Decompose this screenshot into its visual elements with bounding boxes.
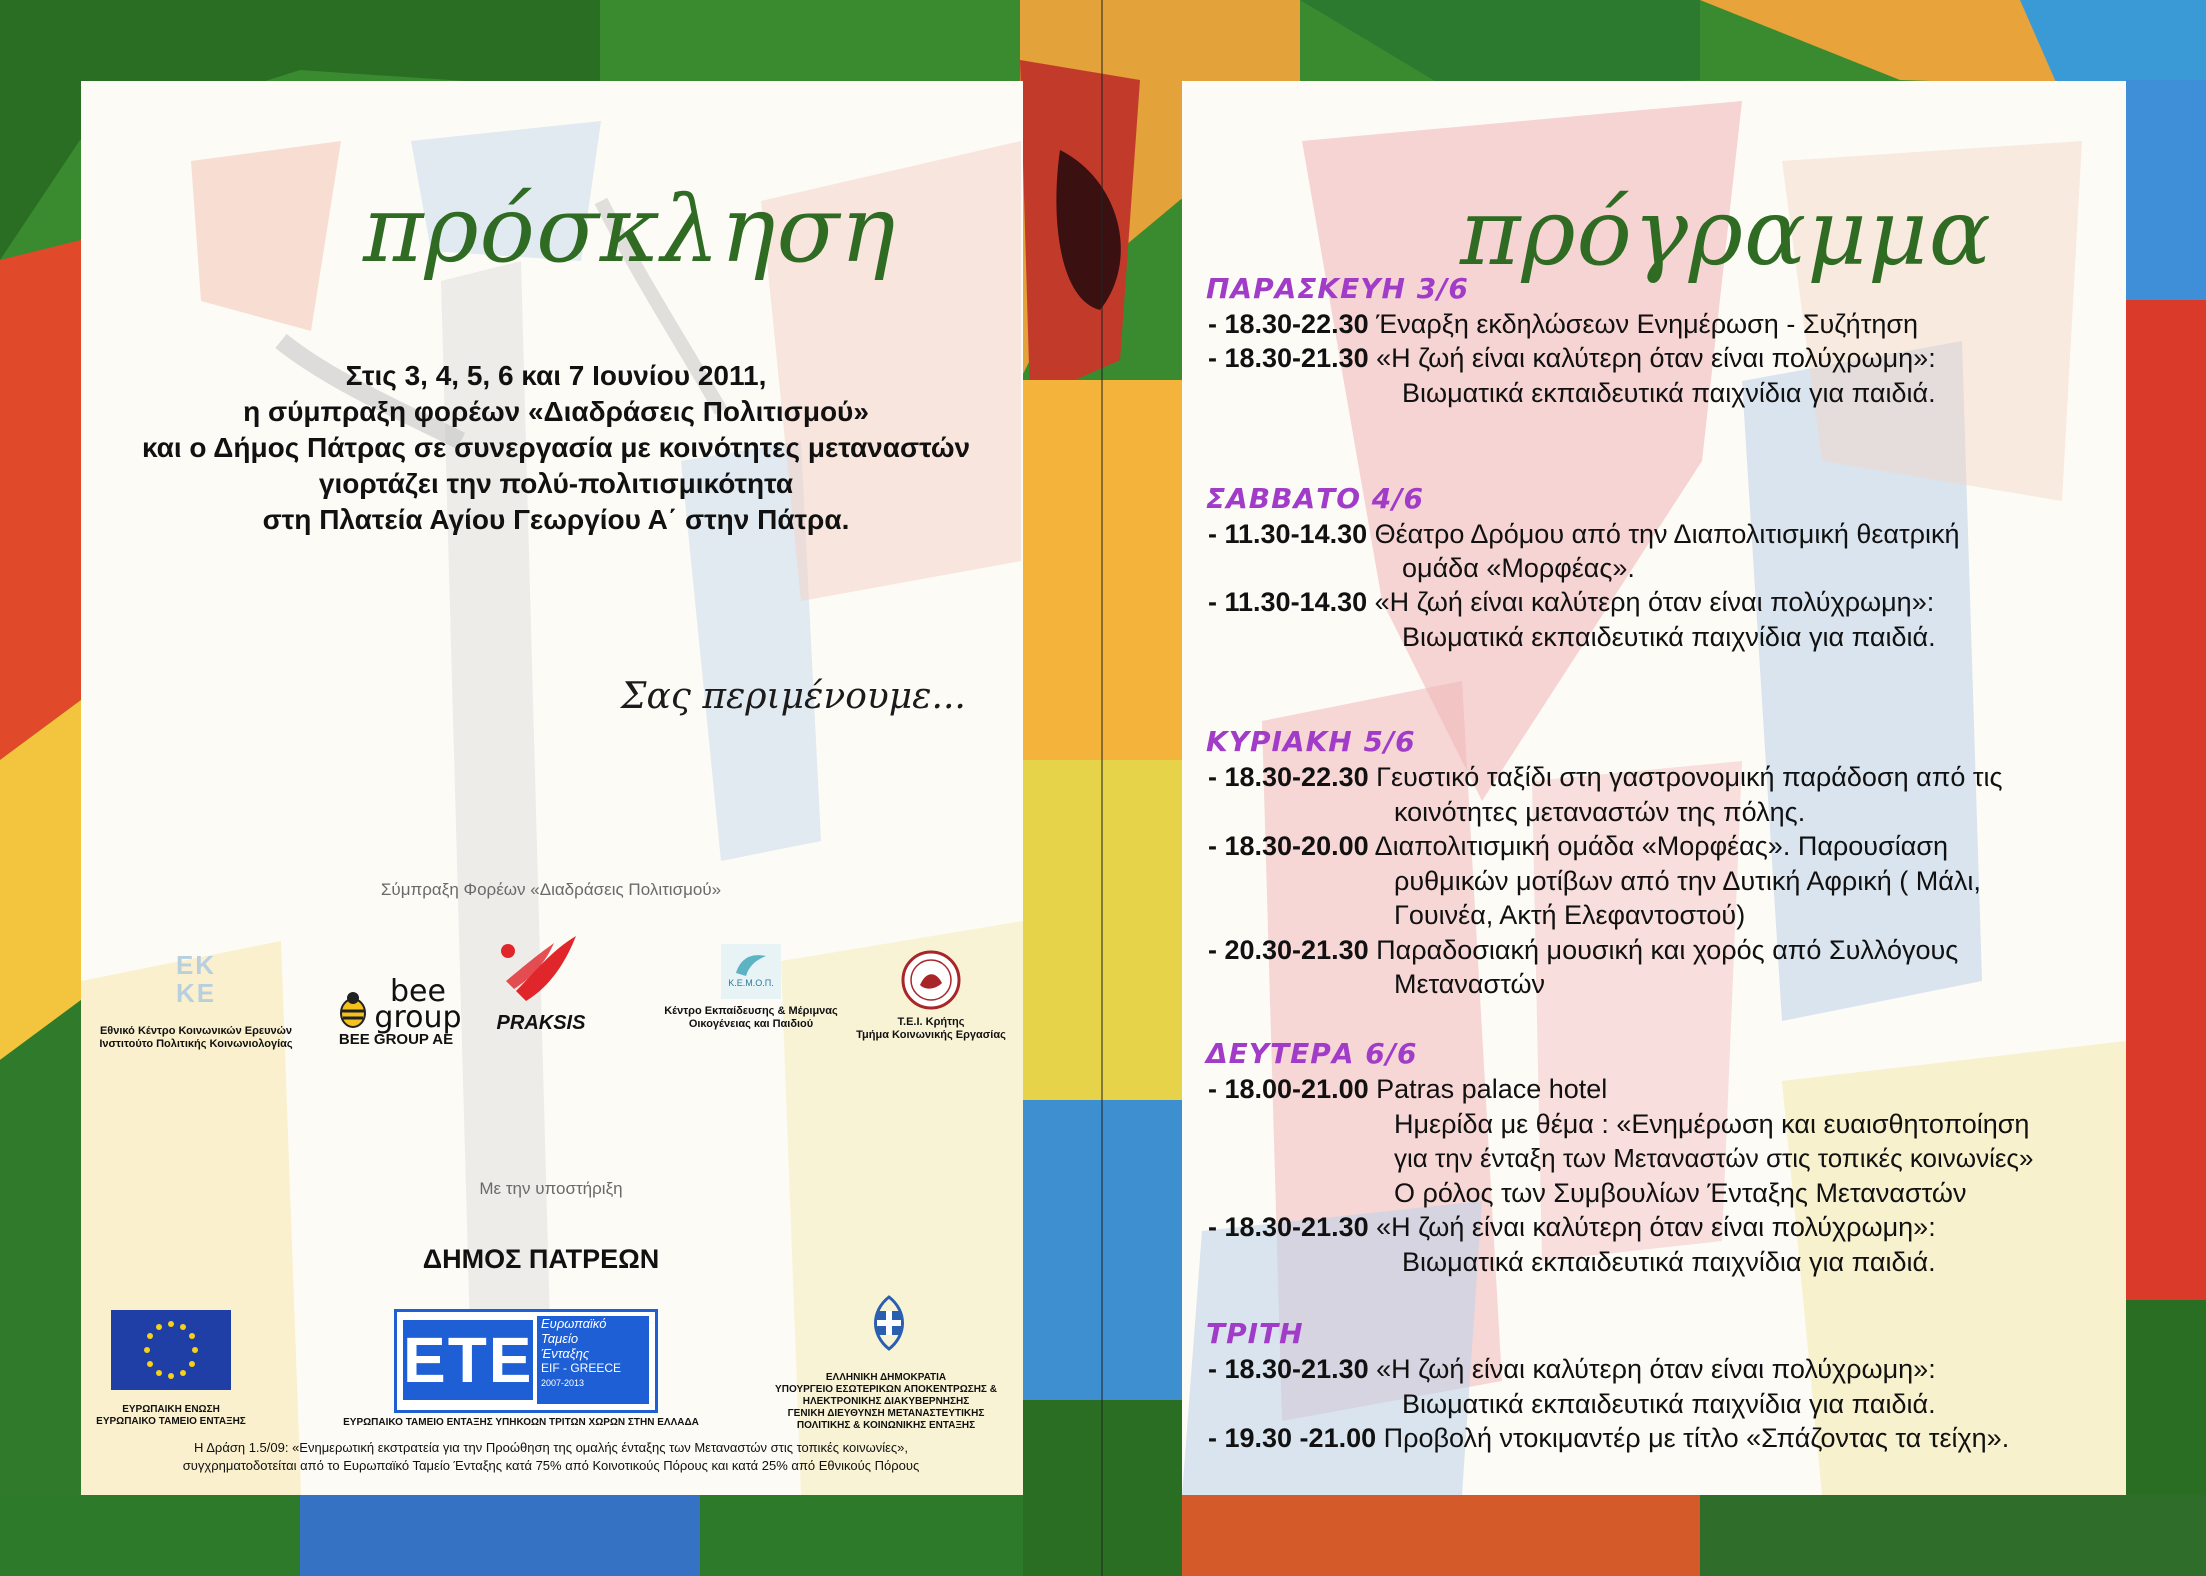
caption-line: ΕΥΡΩΠΑΙΚΗ ΕΝΩΣΗ: [122, 1404, 220, 1415]
invitation-text: [141, 358, 971, 538]
time-range: - 18.00-21.00: [1208, 1074, 1369, 1104]
caption-line: ΕΥΡΩΠΑΙΚΟ ΤΑΜΕΙΟ ΕΝΤΑΞΗΣ: [96, 1416, 246, 1427]
praksis-swirl-icon: [496, 931, 586, 1007]
event-text: ομάδα «Μορφέας».: [1402, 553, 1635, 583]
day-heading-monday: ΔΕΥΤΕΡΑ 6/6: [1206, 1037, 1418, 1070]
footnote-line: συγχρηματοδοτείται από το Ευρωπαϊκό Ταμείο Ένταξης κατά 75% από Κοινοτικούς Πόρους και κατά 25% από Εθνικούς Πόρους: [182, 1458, 920, 1473]
bee-group-mark: bee group: [374, 974, 462, 1035]
ete-line: Ταμείο: [541, 1331, 579, 1346]
day-heading-tuesday: ΤΡΙΤΗ: [1206, 1317, 1304, 1350]
schedule-line: [1402, 1389, 1936, 1420]
partnership-caption: Σύμπραξη Φορέων «Διαδράσεις Πολιτισμού»: [380, 880, 722, 899]
event-text: Προβολή ντοκιμαντέρ με τίτλο «Σπάζοντας τα τείχη».: [1376, 1423, 2010, 1453]
event-text: Ημερίδα με θέμα : «Ενημέρωση και ευαισθητοποίηση: [1394, 1109, 2030, 1139]
invitation-panel: [81, 81, 1023, 1495]
kemop-abbrev: Κ.Ε.Μ.Ο.Π.: [728, 978, 774, 988]
event-text: κοινότητες μεταναστών της πόλης.: [1394, 797, 1806, 827]
event-text: «Η ζωή είναι καλύτερη όταν είναι πολύχρωμη»:: [1368, 343, 1936, 373]
event-text: ρυθμικών μοτίβων από την Δυτική Αφρική ( Μάλι,: [1394, 866, 1981, 896]
schedule-line: [1394, 969, 1545, 1000]
municipality-name: ΔΗΜΟΣ ΠΑΤΡΕΩΝ: [422, 1244, 660, 1274]
schedule-line: [1208, 1074, 1607, 1105]
ekke-logo: [81, 951, 311, 1051]
event-text: Παραδοσιακή μουσική και χορός από Συλλόγους: [1368, 935, 1959, 965]
event-text: Γουινέα, Ακτή Ελεφαντοστού): [1394, 900, 1746, 930]
time-range: - 18.30-22.30: [1208, 762, 1369, 792]
event-text: Γευστικό ταξίδι στη γαστρονομική παράδοση από τις: [1368, 762, 2003, 792]
event-text: «Η ζωή είναι καλύτερη όταν είναι πολύχρωμη»:: [1368, 1354, 1936, 1384]
family-icon: [731, 948, 771, 978]
schedule-line: [1208, 343, 1936, 374]
eu-stars-icon: [111, 1310, 231, 1390]
funding-footnote: [101, 1439, 1001, 1475]
schedule-line: [1208, 1354, 1936, 1385]
schedule-line: [1208, 309, 1918, 340]
invitation-title: πρόσκληση: [363, 176, 897, 283]
schedule-line: [1402, 622, 1936, 653]
caption-line: ΓΕΝΙΚΗ ΔΙΕΥΘΥΝΣΗ ΜΕΤΑΝΑΣΤΕΥΤΙΚΗΣ: [787, 1408, 985, 1419]
schedule-line: [1208, 831, 1948, 862]
event-text: Διαπολιτισμική ομάδα «Μορφέας». Παρουσίαση: [1368, 831, 1949, 861]
event-text: Μεταναστών: [1394, 969, 1546, 999]
invite-line: και ο Δήμος Πάτρας σε συνεργασία με κοινότητες μεταναστών: [141, 432, 971, 463]
event-text: για την ένταξη των Μεταναστών στις τοπικές κοινωνίες»: [1394, 1143, 2034, 1173]
bee-group-logo: [321, 961, 471, 1046]
schedule-line: [1394, 797, 1805, 828]
day-heading-friday: ΠΑΡΑΣΚΕΥΗ 3/6: [1206, 272, 1469, 305]
time-range: - 11.30-14.30: [1208, 519, 1368, 549]
time-range: - 18.30-22.30: [1208, 309, 1369, 339]
ete-box: [537, 1316, 649, 1404]
caption-line: Ινστιτούτο Πολιτικής Κοινωνιολογίας: [99, 1038, 293, 1050]
kemop-logo: [651, 944, 851, 1031]
caption-line: ΗΛΕΚΤΡΟΝΙΚΗΣ ΔΙΑΚΥΒΕΡΝΗΣΗΣ: [802, 1396, 970, 1407]
schedule-line: [1208, 1212, 1936, 1243]
ete-caption: ΕΥΡΩΠΑΙΚΟ ΤΑΜΕΙΟ ΕΝΤΑΞΗΣ ΥΠΗΚΟΩΝ ΤΡΙΤΩΝ ΧΩΡΩΝ ΣΤΗΝ ΕΛΛΑΔΑ: [343, 1417, 699, 1428]
bee-group-caption: BEE GROUP AE: [338, 1031, 454, 1048]
caption-line: Τμήμα Κοινωνικής Εργασίας: [856, 1029, 1006, 1041]
event-text: «Η ζωή είναι καλύτερη όταν είναι πολύχρωμη»:: [1367, 587, 1935, 617]
event-text: Βιωματικά εκπαιδευτικά παιχνίδια για παιδιά.: [1402, 622, 1936, 652]
schedule-line: [1402, 1247, 1936, 1278]
time-range: - 11.30-14.30: [1208, 587, 1368, 617]
ekke-caption: [81, 1025, 311, 1051]
caption-line: Τ.Ε.Ι. Κρήτης: [897, 1016, 965, 1028]
caption-line: Οικογένειας και Παιδιού: [688, 1018, 814, 1030]
programme-panel: [1182, 81, 2126, 1495]
tei-crete-logo: [841, 949, 1021, 1042]
closing-text: Σας περιμένουμε...: [621, 676, 966, 717]
caption-line: ΕΛΛΗΝΙΚΗ ΔΗΜΟΚΡΑΤΙΑ: [825, 1372, 947, 1383]
ete-line: Ευρωπαϊκό: [541, 1316, 607, 1331]
event-text: «Η ζωή είναι καλύτερη όταν είναι πολύχρωμη»:: [1368, 1212, 1936, 1242]
schedule-line: [1394, 1109, 2029, 1140]
schedule-line: [1394, 900, 1745, 931]
kemop-mark: [721, 944, 781, 999]
bee-mark-area: [321, 961, 471, 1033]
support-caption: Με την υποστήριξη: [479, 1179, 623, 1198]
time-range: - 20.30-21.30: [1208, 935, 1369, 965]
time-range: - 18.30-21.30: [1208, 343, 1369, 373]
time-range: - 18.30-21.30: [1208, 1354, 1369, 1384]
schedule-line: [1208, 1423, 2009, 1454]
eu-caption: [81, 1404, 261, 1428]
caption-line: Εθνικό Κέντρο Κοινωνικών Ερευνών: [99, 1025, 293, 1037]
schedule-line: [1402, 378, 1936, 409]
schedule-line: [1208, 762, 2003, 793]
event-text: Βιωματικά εκπαιδευτικά παιχνίδια για παιδιά.: [1402, 378, 1936, 408]
event-text: Έναρξη εκδηλώσεων Ενημέρωση - Συζήτηση: [1368, 309, 1919, 339]
bee-icon: [333, 989, 373, 1029]
event-text: Βιωματικά εκπαιδευτικά παιχνίδια για παιδιά.: [1402, 1247, 1936, 1277]
event-text: Θέατρο Δρόμου από την Διαπολιτισμική θεατρική: [1367, 519, 1960, 549]
time-range: - 18.30-20.00: [1208, 831, 1369, 861]
day-heading-sunday: ΚΥΡΙΑΚΗ 5/6: [1206, 725, 1416, 758]
praksis-wordmark: PRAKSIS: [496, 1012, 586, 1034]
ete-line: 2007-2013: [541, 1378, 585, 1388]
ete-mark: ΕΤΕ: [403, 1320, 533, 1400]
caption-line: ΠΟΛΙΤΙΚΗΣ & ΚΟΙΝΩΝΙΚΗΣ ΕΝΤΑΞΗΣ: [796, 1420, 976, 1431]
programme-title: πρόγραμμα: [1460, 179, 1992, 286]
greek-emblem-icon: [857, 1291, 921, 1355]
invite-line: Στις 3, 4, 5, 6 και 7 Ιουνίου 2011,: [345, 360, 767, 391]
kemop-caption: [651, 1005, 851, 1031]
schedule-line: [1208, 519, 1960, 550]
footnote-line: Η Δράση 1.5/09: «Ενημερωτική εκστρατεία για την Προώθηση της ομαλής ένταξης των Μεταναστών στις τοπικές κοινωνίες»,: [193, 1440, 909, 1455]
tei-seal-icon: [900, 949, 962, 1011]
time-range: - 19.30 -21.00: [1208, 1423, 1377, 1453]
day-heading-saturday: ΣΑΒΒΑΤΟ 4/6: [1206, 482, 1424, 515]
caption-line: ΥΠΟΥΡΓΕΙΟ ΕΣΩΤΕΡΙΚΩΝ ΑΠΟΚΕΝΤΡΩΣΗΣ &: [775, 1384, 997, 1395]
schedule-line: [1394, 866, 1981, 897]
invite-line: γιορτάζει την πολύ-πολιτισμικότητα: [318, 468, 794, 499]
ministry-caption: [761, 1372, 1011, 1432]
schedule-line: [1394, 1143, 2033, 1174]
tei-caption: [841, 1016, 1021, 1042]
watercolor-wash: [81, 81, 1023, 1495]
ete-line: EIF - GREECE: [541, 1361, 622, 1375]
ete-logo: [394, 1309, 658, 1413]
time-range: - 18.30-21.30: [1208, 1212, 1369, 1242]
schedule-line: [1394, 1178, 1967, 1209]
invite-line: η σύμπραξη φορέων «Διαδράσεις Πολιτισμού»: [243, 396, 869, 427]
event-text: Patras palace hotel: [1368, 1074, 1608, 1104]
schedule-line: [1208, 587, 1934, 618]
event-text: Ο ρόλος των Συμβουλίων Ένταξης Μεταναστών: [1394, 1178, 1967, 1208]
eu-flag: [111, 1310, 231, 1390]
invite-line: στη Πλατεία Αγίου Γεωργίου Α΄ στην Πάτρα.: [262, 504, 850, 535]
schedule-line: [1402, 553, 1635, 584]
schedule-line: [1208, 935, 1958, 966]
ete-line: Ένταξης: [541, 1346, 590, 1361]
event-text: Βιωματικά εκπαιδευτικά παιχνίδια για παιδιά.: [1402, 1389, 1936, 1419]
caption-line: Κέντρο Εκπαίδευσης & Μέριμνας: [664, 1005, 838, 1017]
praksis-logo: [486, 931, 596, 1035]
ekke-mark: EKKE: [175, 950, 217, 1008]
